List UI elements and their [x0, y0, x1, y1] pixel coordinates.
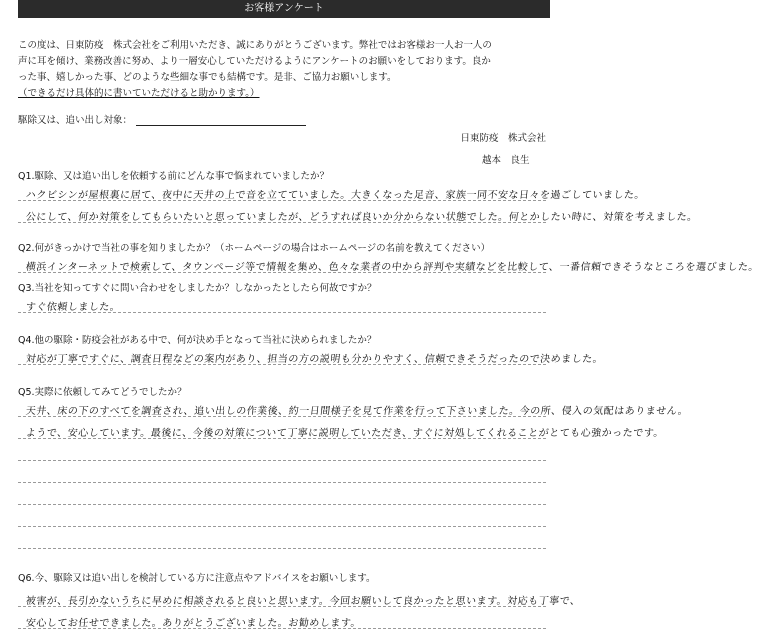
representative-name: 越本 良生	[482, 155, 530, 166]
answer-6-line-2: 安心してお任せできました。ありがとうございました。お勧めします。	[25, 618, 362, 629]
question-3: Q3.当社を知ってすぐに問い合わせをしましたか？しなかったとしたら何故ですか？	[18, 283, 377, 294]
survey-title-banner: お客様アンケート	[18, 0, 550, 18]
answer-rule	[18, 438, 546, 439]
intro-note: （できるだけ具体的に書いていただけると助かります。）	[18, 88, 260, 99]
answer-6-line-1: 被害が、長引かないうちに早めに相談されると良いと思います。今回お願いして良かったと思います。対応も丁寧で、	[25, 596, 582, 607]
answer-rule	[18, 416, 546, 417]
answer-rule	[18, 222, 546, 223]
answer-rule	[18, 312, 546, 313]
answer-rule	[18, 504, 546, 505]
answer-4-line-1: 対応が丁寧ですぐに、調査日程などの案内があり、担当の方の説明も分かりやすく、信頼できそうだったので決めました。	[25, 354, 604, 365]
question-6: Q6.今、駆除又は追い出しを検討している方に注意点やアドバイスをお願いします。	[18, 573, 376, 584]
answer-rule	[18, 628, 546, 629]
answer-rule	[18, 200, 546, 201]
intro-line: った事、嬉しかった事、どのような些細な事でも結構です。是非、ご協力お願いします。	[18, 72, 397, 83]
answer-3-line-1: すぐ依頼しました。	[25, 302, 121, 313]
question-5: Q5.実際に依頼してみてどうでしたか？	[18, 387, 187, 398]
answer-5-line-2: ようで、安心しています。最後に、今後の対策について丁寧に説明していただき、すぐに対処してくれることがとても心強かったです。	[25, 428, 665, 439]
intro-line: 声に耳を傾け、業務改善に努め、より一層安心していただけるようにアンケートのお願いをしております。良か	[18, 56, 491, 67]
question-2: Q2.何がきっかけで当社の事を知りましたか？（ホームページの場合はホームページの名前を教えてください）	[18, 243, 491, 254]
answer-rule	[18, 364, 546, 365]
intro-text	[18, 38, 554, 102]
answer-5-line-1: 天井、床の下のすべてを調査され、追い出しの作業後、約一日間様子を見て作業を行って下さいました。今の所、侵入の気配はありません。	[25, 406, 689, 417]
company-signature	[460, 128, 546, 172]
answer-rule	[18, 548, 546, 549]
answer-rule	[18, 460, 546, 461]
answer-rule	[18, 606, 546, 607]
target-input-line[interactable]	[136, 114, 306, 126]
question-4: Q4.他の駆除・防疫会社がある中で、何が決め手となって当社に決められましたか？	[18, 335, 377, 346]
company-name: 日東防疫 株式会社	[460, 133, 546, 144]
answer-rule	[18, 482, 546, 483]
answer-1-line-2: 公にして、何か対策をしてもらいたいと思っていましたが、どうすれば良いか分からない状態でした。何とかしたい時に、対策を考えました。	[25, 212, 699, 223]
intro-line: この度は、日東防疫 株式会社をご利用いただき、誠にありがとうございます。弊社ではお客様お一人お一人の	[18, 40, 492, 51]
question-1: Q1.駆除、又は追い出しを依頼する前にどんな事で悩まれていましたか？	[18, 171, 330, 182]
answer-rule	[18, 272, 546, 273]
answer-rule	[18, 526, 546, 527]
target-field	[18, 112, 306, 126]
answer-2-line-1: 横浜インターネットで検索して、タウンページ等で情報を集め、色々な業者の中から評判や実績などを比較して、一番信頼できそうなところを選びました。	[25, 262, 760, 273]
target-label: 駆除又は、追い出し対象：	[18, 115, 133, 126]
answer-1-line-1: ハクビシンが屋根裏に居て、夜中に天井の上で音を立てていました。大きくなった足音、家族一同不安な日々を過ごしていました。	[25, 190, 646, 201]
